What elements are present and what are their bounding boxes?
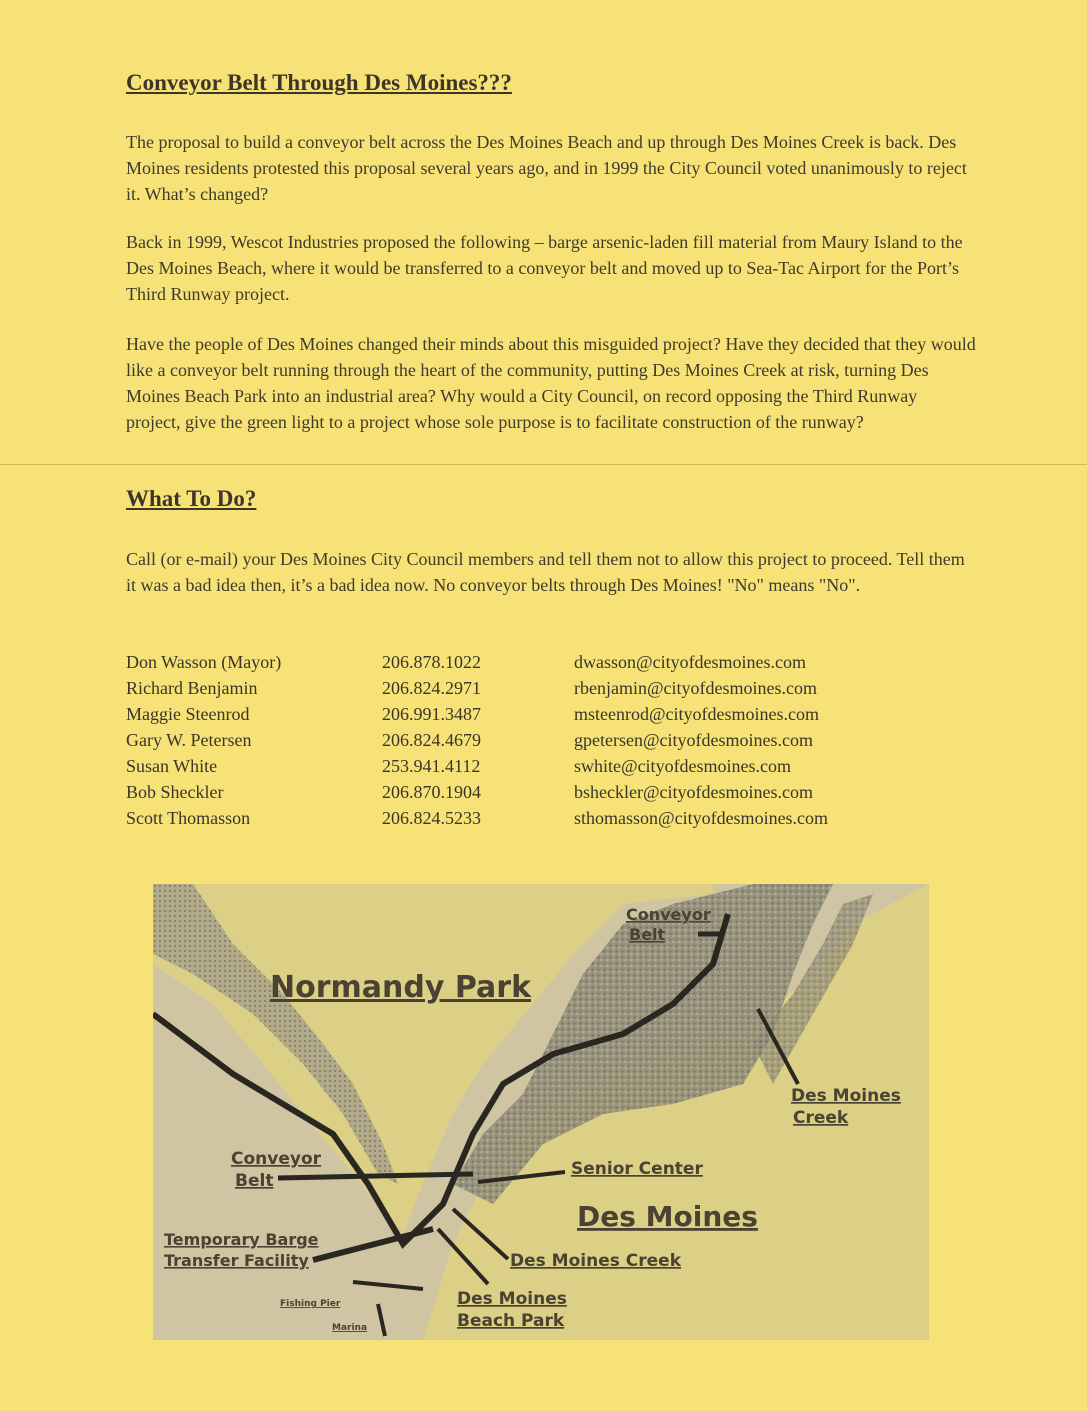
contact-email: msteenrod@cityofdesmoines.com [574, 704, 820, 724]
heading-what-to-do: What To Do? [126, 486, 257, 511]
label-des-moines-creek-bottom: Des Moines Creek [510, 1251, 681, 1271]
contact-row [126, 675, 986, 701]
label-conveyor-belt-top-2: Belt [629, 925, 666, 944]
label-conveyor-belt-left-1: Conveyor [231, 1149, 322, 1169]
label-conveyor-belt-left-2: Belt [235, 1171, 274, 1191]
council-contact-list [126, 649, 986, 831]
paragraph-questions: Have the people of Des Moines changed their minds about this misguided project? Have they decided that they would like a conveyor belt running through the heart of the community, putting Des Moines Creek at risk, turning Des Moines Beach Park into an industrial area? Why would a City Council, on record opposing the Third Runway project, give the green light to a project whose sole purpose is to facilitate construction of the runway? [126, 334, 976, 432]
contact-name: Gary W. Petersen [126, 730, 252, 750]
label-des-moines-creek-right-1: Des Moines [791, 1086, 901, 1106]
paper-fold-line [0, 464, 1087, 465]
conveyor-route-map [153, 884, 929, 1340]
contact-row [126, 727, 986, 753]
contact-name: Scott Thomasson [126, 808, 251, 828]
contact-email: dwasson@cityofdesmoines.com [574, 652, 807, 672]
paragraph-history: Back in 1999, Wescot Industries proposed the following – barge arsenic-laden fill material from Maury Island to the Des Moines Beach, where it would be transferred to a conveyor belt and moved up to Sea-Tac Airport for the Port’s Third Runway project. [126, 232, 963, 304]
contact-name: Susan White [126, 756, 218, 776]
label-fishing-pier: Fishing Pier [280, 1299, 341, 1309]
label-conveyor-belt-top-1: Conveyor [626, 905, 711, 924]
contact-email: sthomasson@cityofdesmoines.com [574, 808, 829, 828]
contact-email: swhite@cityofdesmoines.com [574, 756, 792, 776]
label-marina: Marina [332, 1323, 368, 1333]
label-normandy-park: Normandy Park [270, 970, 532, 1005]
contact-phone: 206.991.3487 [382, 704, 481, 724]
label-des-moines: Des Moines [577, 1200, 758, 1233]
contact-row [126, 753, 986, 779]
contact-row [126, 779, 986, 805]
contact-phone: 206.870.1904 [382, 782, 481, 802]
contact-phone: 206.824.2971 [382, 678, 481, 698]
contact-row [126, 649, 986, 675]
contact-name: Don Wasson (Mayor) [126, 652, 282, 672]
label-senior-center: Senior Center [571, 1159, 703, 1179]
contact-phone: 206.824.5233 [382, 808, 481, 828]
label-des-moines-creek-right-2: Creek [793, 1108, 849, 1128]
contact-name: Bob Sheckler [126, 782, 224, 802]
contact-phone: 206.824.4679 [382, 730, 481, 750]
contact-email: rbenjamin@cityofdesmoines.com [574, 678, 818, 698]
contact-phone: 206.878.1022 [382, 652, 481, 672]
contact-row [126, 805, 986, 831]
paragraph-proposal: The proposal to build a conveyor belt across the Des Moines Beach and up through Des Moines Creek is back. Des Moines residents protested this proposal several years ago, and in 1999 the City Council voted unanimously to reject it. What’s changed? [126, 132, 967, 204]
heading-conveyor-belt: Conveyor Belt Through Des Moines??? [126, 70, 512, 95]
contact-email: gpetersen@cityofdesmoines.com [574, 730, 814, 750]
contact-name: Maggie Steenrod [126, 704, 250, 724]
contact-email: bsheckler@cityofdesmoines.com [574, 782, 814, 802]
label-barge-1: Temporary Barge [164, 1230, 319, 1249]
label-barge-2: Transfer Facility [164, 1251, 309, 1270]
contact-phone: 253.941.4112 [382, 756, 481, 776]
contact-row [126, 701, 986, 727]
contact-name: Richard Benjamin [126, 678, 258, 698]
label-beach-park-1: Des Moines [457, 1289, 567, 1309]
paragraph-call-to-action: Call (or e-mail) your Des Moines City Council members and tell them not to allow this project to proceed. Tell them it was a bad idea then, it’s a bad idea now. No conveyor belts through Des Moines! "No" means "No". [126, 549, 965, 595]
label-beach-park-2: Beach Park [457, 1311, 565, 1331]
